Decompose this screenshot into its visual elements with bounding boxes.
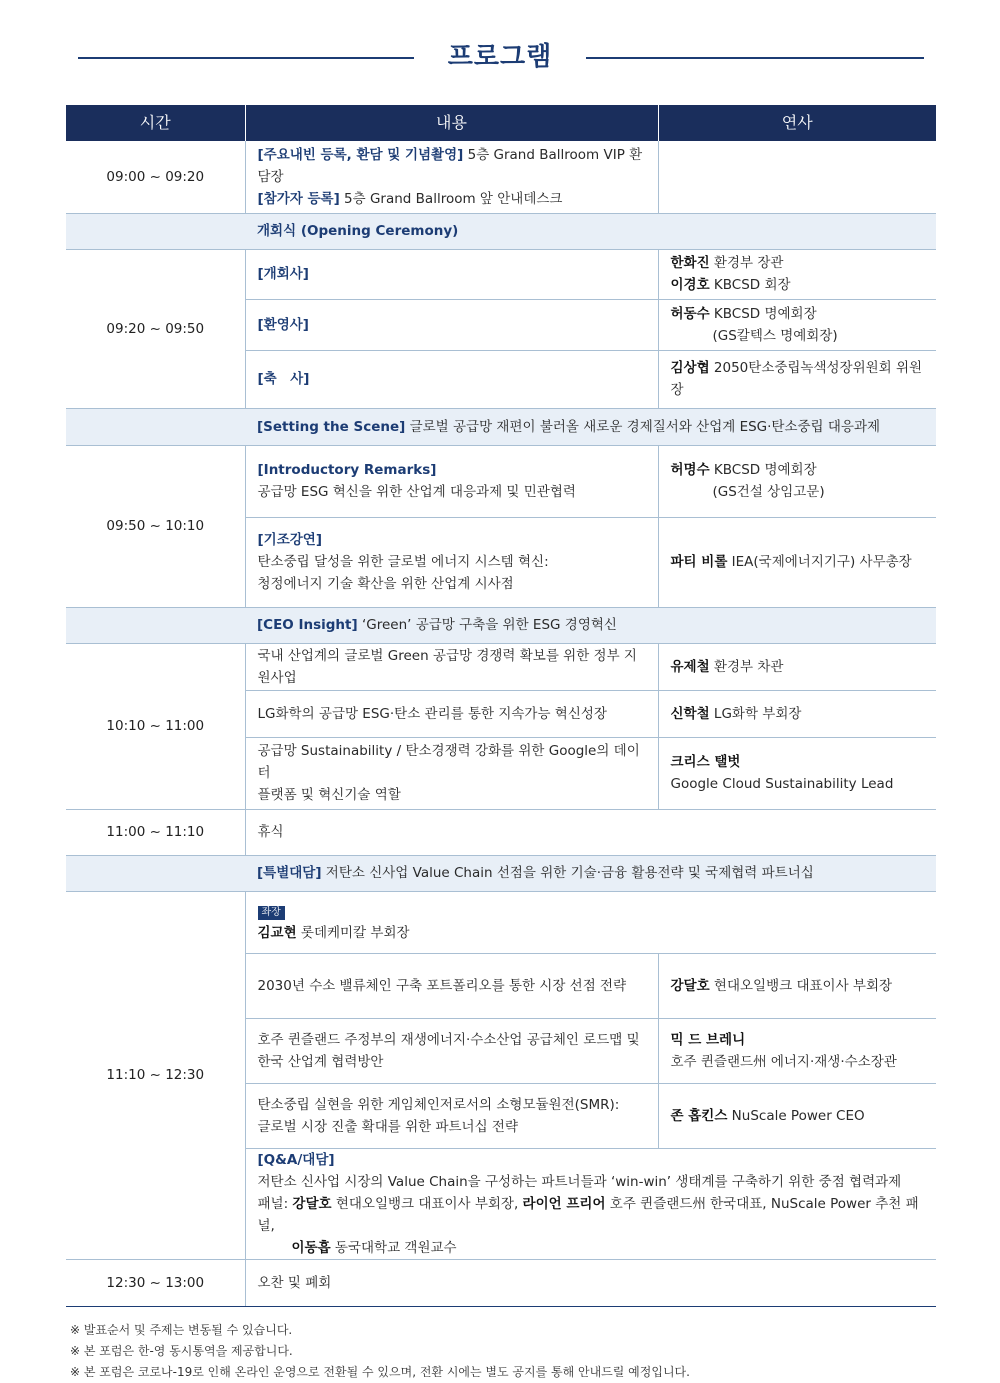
content-label: [참가자 등록] [257, 190, 340, 207]
speaker-name: 허동수 [670, 305, 710, 322]
row-speaker: 김상협 2050탄소중립녹색성장위원회 위원장 [658, 350, 936, 408]
table-row [66, 249, 936, 299]
footnote: ※ 발표순서 및 주제는 변동될 수 있습니다. [70, 1323, 293, 1337]
row-speaker: 크리스 탤벗 Google Cloud Sustainability Lead [658, 737, 936, 809]
row-content: [개회사] [245, 249, 658, 299]
speaker-name: 크리스 탤벗 [670, 754, 741, 770]
row-content: 2030년 수소 밸류체인 구축 포트폴리오를 통한 시장 선점 전략 [245, 953, 658, 1018]
row-speaker: 허동수 KBCSD 명예회장 (GS칼텍스 명예회장) [658, 299, 936, 350]
speaker-name: 유제철 [670, 658, 710, 675]
row-time: 09:20 ~ 09:50 [66, 249, 245, 408]
row-speaker: 허명수 KBCSD 명예회장 (GS건설 상임고문) [658, 445, 936, 517]
speaker-name: 라이언 프리어 [522, 1195, 606, 1212]
row-speaker: 유제철 환경부 차관 [658, 643, 936, 690]
header-speaker: 연사 [658, 105, 936, 141]
speaker-name: 한화진 [670, 255, 710, 271]
row-speaker: 존 홉킨스 NuScale Power CEO [658, 1083, 936, 1148]
speaker-name: 믹 드 브레니 [670, 1031, 746, 1048]
section-row [66, 855, 936, 891]
row-content: 오찬 및 폐회 [245, 1259, 936, 1306]
row-content: 호주 퀸즐랜드 주정부의 재생에너지·수소산업 공급체인 로드맵 및 한국 산업계 협력방안 [245, 1018, 658, 1083]
table-row [66, 445, 936, 517]
table-row [66, 809, 936, 855]
table-header-row [66, 105, 936, 141]
row-content: [축 사] [245, 350, 658, 408]
row-speaker: 한화진 환경부 장관 이경호 KBCSD 회장 [658, 249, 936, 299]
table-row [66, 141, 936, 213]
title-area [0, 0, 1000, 105]
row-speaker: 신학철 LG화학 부회장 [658, 690, 936, 737]
footnote: ※ 본 포럼은 한-영 동시통역을 제공합니다. [70, 1344, 293, 1358]
speaker-name: 이경호 [670, 277, 710, 293]
row-content: 국내 산업계의 글로벌 Green 공급망 경쟁력 확보를 위한 정부 지원사업 [245, 643, 658, 690]
chair-cell: 좌장 김교현 롯데케미칼 부회장 [245, 891, 936, 953]
row-content: [기조강연] 탄소중립 달성을 위한 글로벌 에너지 시스템 혁신: 청정에너지 기술 확산을 위한 산업계 시사점 [245, 517, 658, 607]
row-time: 09:00 ~ 09:20 [66, 141, 245, 213]
section-row [66, 213, 936, 249]
speaker-name: 김상협 [670, 360, 710, 376]
table-row [66, 1259, 936, 1306]
speaker-name: 파티 비롤 [670, 554, 728, 570]
row-speaker: 강달호 현대오일뱅크 대표이사 부회장 [658, 953, 936, 1018]
row-speaker: 믹 드 브레니 호주 퀸즐랜드州 에너지·재생·수소장관 [658, 1018, 936, 1083]
row-time: 09:50 ~ 10:10 [66, 445, 245, 607]
row-time: 11:10 ~ 12:30 [66, 891, 245, 1259]
row-time: 11:00 ~ 11:10 [66, 809, 245, 855]
row-speaker [658, 141, 936, 213]
section-title: [Setting the Scene] 글로벌 공급망 재편이 불러올 새로운 경제질서와 산업계 ESG·탄소중립 대응과제 [245, 408, 936, 445]
header-time: 시간 [66, 105, 245, 141]
qa-cell: [Q&A/대담] 저탄소 신사업 시장의 Value Chain을 구성하는 파트너들과 ‘win-win’ 생태계를 구축하기 위한 중점 협력과제 패널: 강달호 현대오일뱅크 대표이사 부회장, 라이언 프리어 호주 퀸즐랜드州 한국대표, NuScale Power 추천 패널, 이동흡 동국대학교 객원교수 [245, 1148, 936, 1259]
row-content: 탄소중립 실현을 위한 게임체인저로서의 소형모듈원전(SMR): 글로벌 시장 진출 확대를 위한 파트너십 전략 [245, 1083, 658, 1148]
header-content: 내용 [245, 105, 658, 141]
row-content: 공급망 Sustainability / 탄소경쟁력 강화를 위한 Google의 데이터 플랫폼 및 혁신기술 역할 [245, 737, 658, 809]
section-row [66, 607, 936, 643]
program-table [66, 105, 936, 1307]
row-content: 휴식 [245, 809, 936, 855]
row-content: [Introductory Remarks] 공급망 ESG 혁신을 위한 산업계 대응과제 및 민관협력 [245, 445, 658, 517]
row-time: 10:10 ~ 11:00 [66, 643, 245, 809]
speaker-name: 강달호 [670, 977, 710, 994]
row-content: LG화학의 공급망 ESG·탄소 관리를 통한 지속가능 혁신성장 [245, 690, 658, 737]
title-divider-right [586, 57, 924, 59]
row-content [245, 141, 658, 213]
chair-badge: 좌장 [258, 906, 285, 920]
speaker-name: 존 홉킨스 [670, 1107, 728, 1124]
speaker-name: 이동흡 [291, 1239, 331, 1256]
speaker-name: 신학철 [670, 705, 710, 722]
content-text: 5층 Grand Ballroom VIP 환담장 [257, 146, 643, 185]
section-row [66, 408, 936, 445]
row-content: [환영사] [245, 299, 658, 350]
speaker-name: 김교현 [257, 925, 297, 941]
speaker-name: 허명수 [670, 462, 710, 478]
content-text: 5층 Grand Ballroom 앞 안내데스크 [339, 190, 563, 207]
section-title: [CEO Insight] ‘Green’ 공급망 구축을 위한 ESG 경영혁신 [245, 607, 936, 643]
row-time: 12:30 ~ 13:00 [66, 1259, 245, 1306]
page-title: 프로그램 [447, 42, 553, 72]
section-title: [특별대담] 저탄소 신사업 Value Chain 선점을 위한 기술·금융 활용전략 및 국제협력 파트너십 [245, 855, 936, 891]
table-row [66, 643, 936, 690]
table-row [66, 891, 936, 953]
section-title: 개회식 (Opening Ceremony) [245, 213, 936, 249]
content-label: [주요내빈 등록, 환담 및 기념촬영] [257, 146, 464, 163]
footnote: ※ 본 포럼은 코로나-19로 인해 온라인 운영으로 전환될 수 있으며, 전환 시에는 별도 공지를 통해 안내드릴 예정입니다. [70, 1365, 690, 1379]
footnotes [70, 1320, 690, 1383]
row-speaker: 파티 비롤 IEA(국제에너지기구) 사무총장 [658, 517, 936, 607]
speaker-name: 강달호 [292, 1195, 332, 1212]
